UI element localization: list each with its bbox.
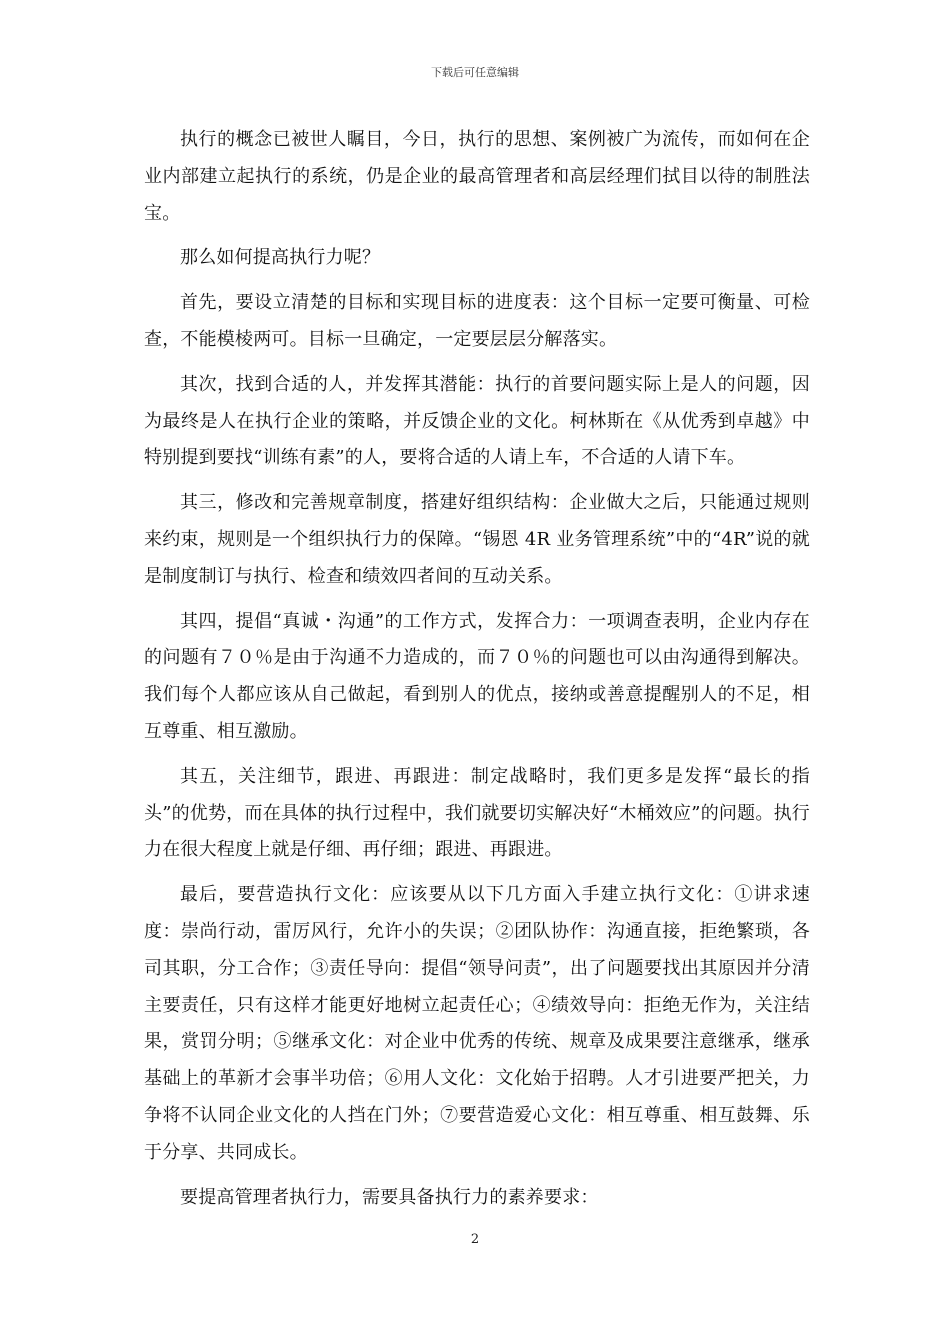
paragraph-closing: 要提高管理者执行力，需要具备执行力的素养要求： (180, 1186, 599, 1208)
paragraph-third: 其三，修改和完善规章制度，搭建好组织结构：企业做大之后，只能通过规则来约束，规则是一个组织执行力的保障。“锡恩 4R 业务管理系统”中的“4R”说的就是制度制订与执行、检查和绩效四者间的互动关系。 (144, 492, 810, 587)
paragraph-question: 那么如何提高执行力呢？ (180, 247, 381, 269)
paragraph-fourth: 其四，提倡“真诚・沟通”的工作方式，发挥合力：一项调查表明，企业内存在的问题有７０％是由于沟通不力造成的，而７０％的问题也可以由沟通得到解决。我们每个人都应该从自己做起，看到别人的优点，接纳或善意提醒别人的不足，相互尊重、相互激励。 (144, 610, 810, 742)
paragraph-first: 首先，要设立清楚的目标和实现目标的进度表：这个目标一定要可衡量、可检查，不能模棱两可。目标一旦确定，一定要层层分解落实。 (144, 292, 810, 350)
page-number: 2 (470, 1232, 480, 1247)
page-header: 下载后可任意编辑 (431, 66, 519, 79)
paragraph-last: 最后，要营造执行文化：应该要从以下几方面入手建立执行文化：①讲求速度：崇尚行动，雷厉风行，允许小的失误；②团队协作：沟通直接，拒绝繁琐，各司其职，分工合作；③责任导向：提倡“领导问责”，出了问题要找出其原因并分清主要责任，只有这样才能更好地树立起责任心；④绩效导向：拒绝无作为，关注结果，赏罚分明；⑤继承文化：对企业中优秀的传统、规章及成果要注意继承，继承基础上的革新才会事半功倍；⑥用人文化：文化始于招聘。人才引进要严把关，力争将不认同企业文化的人挡在门外；⑦要营造爱心文化：相互尊重、相互鼓舞、乐于分享、共同成长。 (144, 884, 810, 1163)
paragraph-intro: 执行的概念已被世人瞩目，今日，执行的思想、案例被广为流传，而如何在企业内部建立起执行的系统，仍是企业的最高管理者和高层经理们拭目以待的制胜法宝。 (144, 129, 810, 224)
document-body (144, 122, 810, 1224)
paragraph-second: 其次，找到合适的人，并发挥其潜能：执行的首要问题实际上是人的问题，因为最终是人在执行企业的策略，并反馈企业的文化。柯林斯在《从优秀到卓越》中特别提到要找“训练有素”的人，要将合适的人请上车，不合适的人请下车。 (144, 373, 810, 469)
paragraph-fifth: 其五，关注细节，跟进、再跟进：制定战略时，我们更多是发挥“最长的指头”的优势，而在具体的执行过程中，我们就要切实解决好“木桶效应”的问题。执行力在很大程度上就是仔细、再仔细；跟进、再跟进。 (144, 765, 810, 861)
